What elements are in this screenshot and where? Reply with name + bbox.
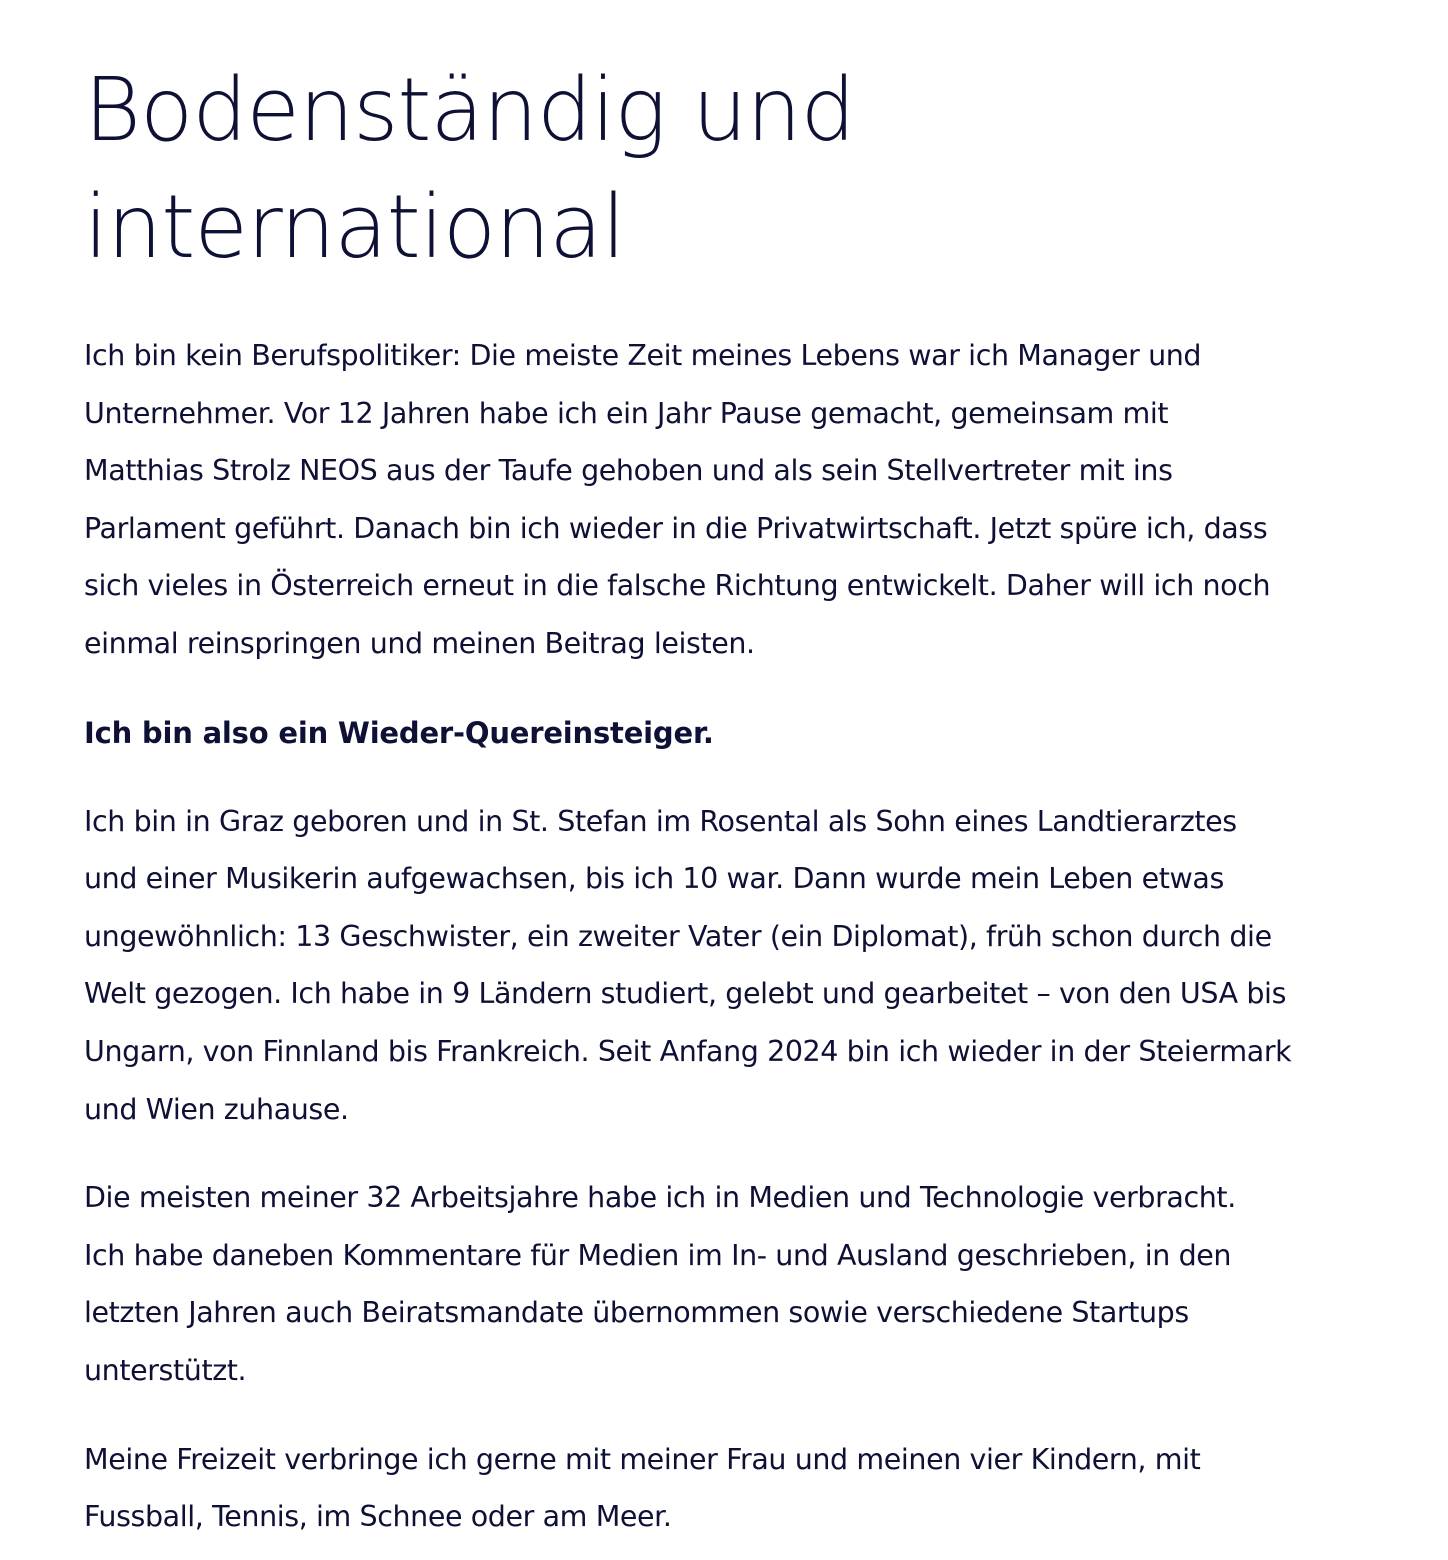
paragraph-line: Ich bin kein Berufspolitiker: Die meiste Zeit meines Lebens war ich Manager und <box>84 339 1202 372</box>
paragraph-line: ungewöhnlich: 13 Geschwister, ein zweiter Vater (ein Diplomat), früh schon durch die <box>84 919 1272 953</box>
page-title-line-1: Bodenständig und <box>84 59 855 161</box>
paragraph-line: und Wien zuhause. <box>84 1092 349 1126</box>
paragraph-line: Ich bin in Graz geboren und in St. Stefan im Rosental als Sohn eines Landtierarztes <box>84 804 1237 838</box>
paragraph-line: letzten Jahren auch Beiratsmandate übernommen sowie verschiedene Startups <box>84 1296 1189 1330</box>
paragraph-work <box>84 1169 1440 1399</box>
paragraph-line: Ich habe daneben Kommentare für Medien im In- und Ausland geschrieben, in den <box>84 1238 1232 1272</box>
paragraph-line: sich vieles in Österreich erneut in die falsche Richtung entwickelt. Daher will ich noch <box>84 569 1271 603</box>
page-title <box>84 52 1084 286</box>
paragraph-line: Fussball, Tennis, im Schnee oder am Meer. <box>84 1500 672 1534</box>
paragraph-line: Die meisten meiner 32 Arbeitsjahre habe ich in Medien und Technologie verbracht. <box>84 1181 1236 1215</box>
paragraph-line: Ungarn, von Finnland bis Frankreich. Seit Anfang 2024 bin ich wieder in der Steiermark <box>84 1034 1292 1068</box>
paragraph-leisure <box>84 1431 1440 1546</box>
paragraph-line: Parlament geführt. Danach bin ich wieder in die Privatwirtschaft. Jetzt spüre ich, dass <box>84 511 1268 545</box>
paragraph-line: Welt gezogen. Ich habe in 9 Ländern studiert, gelebt und gearbeitet – von den USA bis <box>84 977 1287 1011</box>
lead-statement: Ich bin also ein Wieder-Quereinsteiger. <box>84 715 714 750</box>
paragraph-line: unterstützt. <box>84 1353 247 1387</box>
paragraph-career-intro <box>84 327 1440 673</box>
paragraph-line: und einer Musikerin aufgewachsen, bis ich 10 war. Dann wurde mein Leben etwas <box>84 862 1224 896</box>
paragraph-line: einmal reinspringen und meinen Beitrag leisten. <box>84 626 755 660</box>
page-title-line-2: international <box>84 176 625 278</box>
biography-section <box>84 52 1440 1546</box>
paragraph-line: Matthias Strolz NEOS aus der Taufe gehoben und als sein Stellvertreter mit ins <box>84 454 1173 488</box>
paragraph-line: Meine Freizeit verbringe ich gerne mit meiner Frau und meinen vier Kindern, mit <box>84 1442 1201 1476</box>
paragraph-background <box>84 793 1440 1139</box>
paragraph-line: Unternehmer. Vor 12 Jahren habe ich ein Jahr Pause gemacht, gemeinsam mit <box>84 396 1169 430</box>
